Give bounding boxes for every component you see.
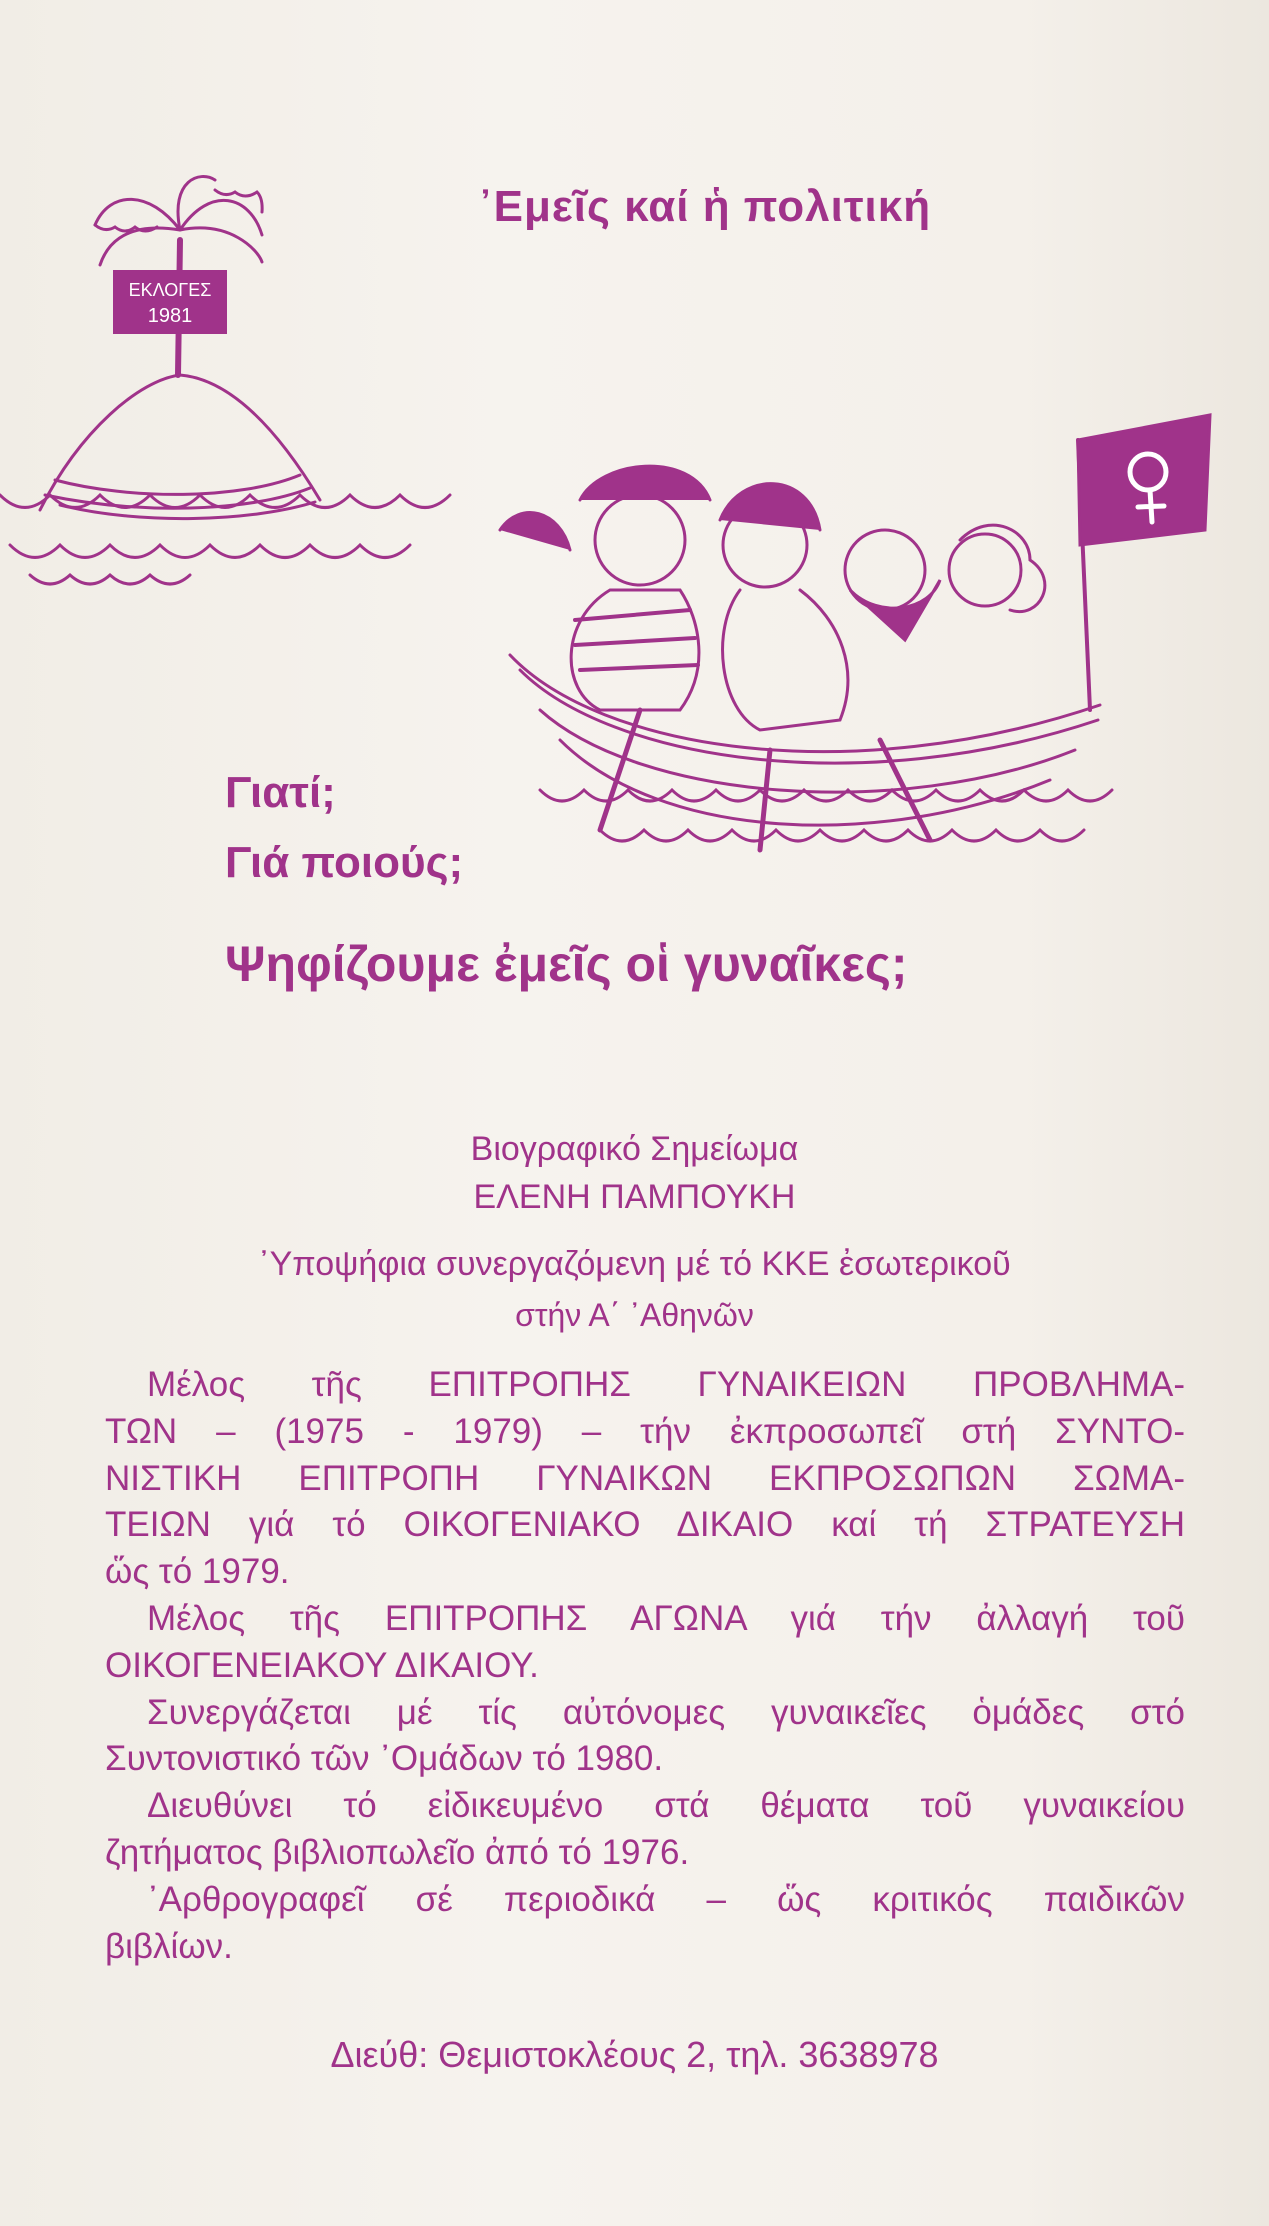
bio-line: ΝΙΣΤΙΚΗ ΕΠΙΤΡΟΠΗ ΓΥΝΑΙΚΩΝ ΕΚΠΡΟΣΩΠΩΝ ΣΩΜΑ- — [105, 1458, 1185, 1498]
bio-line: ΤΕΙΩΝ γιά τό ΟΙΚΟΓΕΝΙΑΚΟ ΔΙΚΑΙΟ καί τή ΣΤΡΑΤΕΥΣΗ — [105, 1505, 1185, 1545]
flag-icon — [1078, 415, 1210, 710]
island-and-boat-illustration — [0, 150, 1269, 870]
contact-address: Διεύθ: Θεμιστοκλέους 2, τηλ. 3638978 — [330, 2034, 939, 2075]
boat-icon — [510, 655, 1100, 850]
bio-line: ὥς τό 1979. — [105, 1552, 290, 1592]
question-we-vote: Ψηφίζουμε ἐμεῖς οἱ γυναῖκες; — [225, 936, 908, 992]
election-sign — [113, 270, 227, 334]
candidacy-line-2: στήν Α΄ ᾽Αθηνῶν — [515, 1297, 754, 1333]
bio-line: ΟΙΚΟΓΕΝΕΙΑΚΟΥ ΔΙΚΑΙΟΥ. — [105, 1645, 539, 1685]
question-for-whom: Γιά ποιούς; — [225, 838, 464, 887]
candidacy-line-1: ᾽Υποψήφια συνεργαζόμενη μέ τό ΚΚΕ ἐσωτερικοῦ — [258, 1245, 1011, 1283]
bio-line: Μέλος τῆς ΕΠΙΤΡΟΠΗΣ ΑΓΩΝΑ γιά τήν ἀλλαγή τοῦ — [147, 1598, 1185, 1638]
page-title: ᾽Εμεῖς καί ἡ πολιτική — [478, 182, 932, 231]
bio-line: Διευθύνει τό εἰδικευμένο στά θέματα τοῦ γυναικείου — [147, 1786, 1185, 1826]
bio-line: βιβλίων. — [105, 1926, 233, 1966]
women-rowing-illustration — [500, 466, 1045, 730]
bio-line: Συντονιστικό τῶν ᾽Ομάδων τό 1980. — [105, 1739, 664, 1779]
bio-line: Μέλος τῆς ΕΠΙΤΡΟΠΗΣ ΓΥΝΑΙΚΕΙΩΝ ΠΡΟΒΛΗΜΑ- — [147, 1365, 1185, 1404]
waves-icon — [540, 790, 1112, 841]
question-why: Γιατί; — [225, 768, 336, 817]
svg-text:1981: 1981 — [147, 305, 193, 327]
bio-line: ᾽Αρθρογραφεῖ σέ περιοδικά – ὥς κριτικός παιδικῶν — [147, 1879, 1185, 1919]
candidate-name: ΕΛΕΝΗ ΠΑΜΠΟΥΚΗ — [473, 1178, 796, 1216]
bio-heading: Βιογραφικό Σημείωμα — [470, 1130, 799, 1168]
bio-line: ζητήματος βιβλιοπωλεῖο ἀπό τό 1976. — [105, 1832, 690, 1872]
bio-body — [105, 1362, 1185, 1970]
bio-line: Συνεργάζεται μέ τίς αὐτόνομες γυναικεῖες ὁμάδες στό — [147, 1692, 1185, 1732]
island-icon — [0, 375, 450, 584]
svg-text:ΕΚΛΟΓΕΣ: ΕΚΛΟΓΕΣ — [128, 280, 212, 300]
bio-line: ΤΩΝ – (1975 - 1979) – τήν ἐκπροσωπεῖ στή ΣΥΝΤΟ- — [105, 1411, 1185, 1451]
